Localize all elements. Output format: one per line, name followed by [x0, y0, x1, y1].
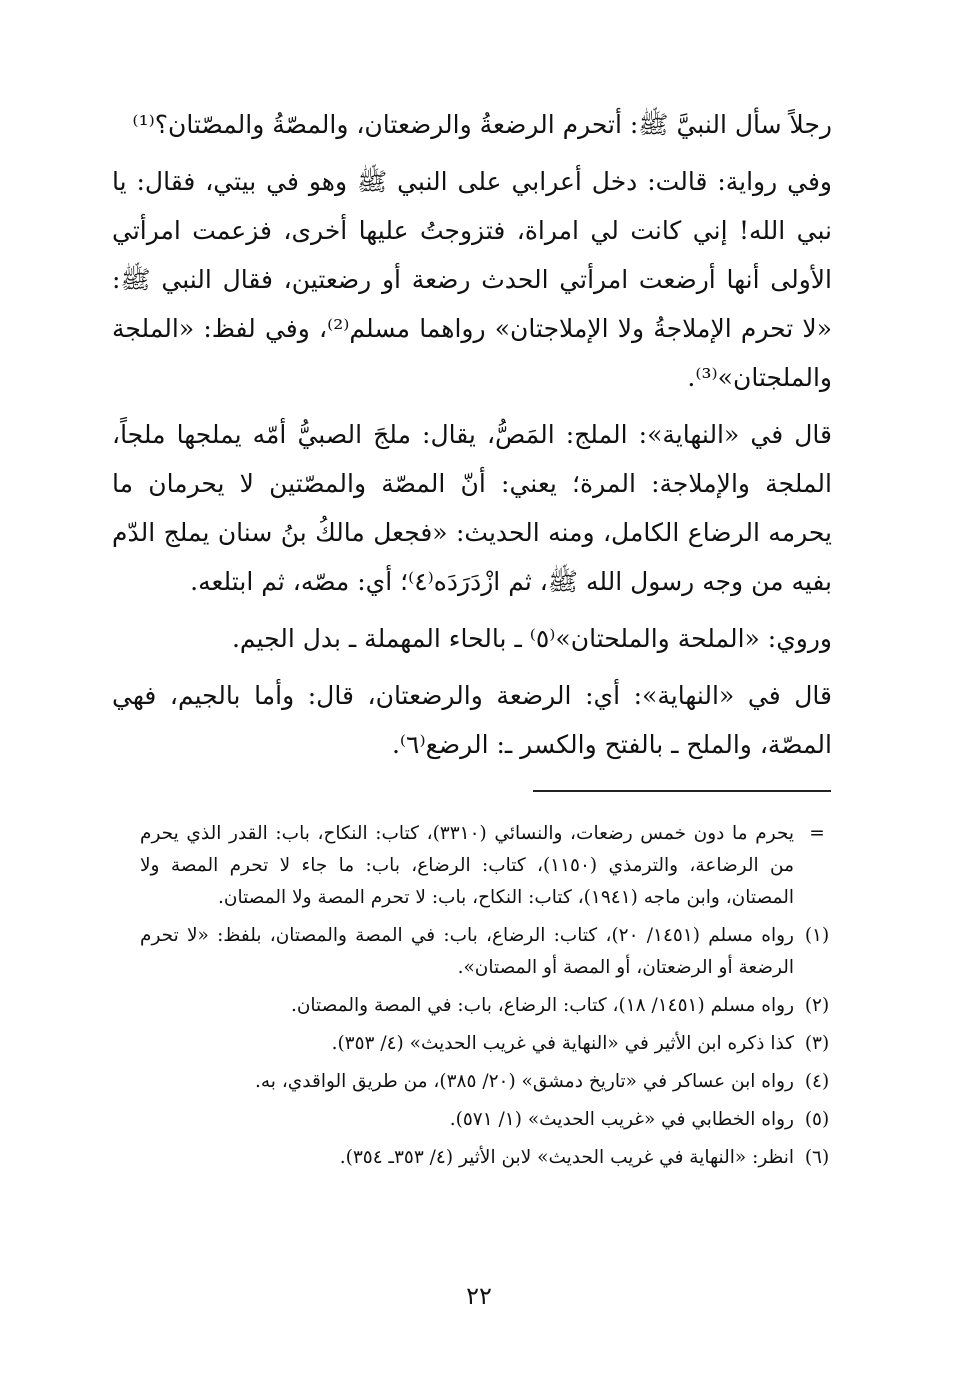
paragraph: قال في «النهاية»: أي: الرضعة والرضعتان، قال: وأما بالجيم، فهي المصّة، والملح ـ بالفتح والكسر ـ: الرضع⁽٦⁾. — [112, 681, 832, 759]
footnote-text: رواه ابن عساكر في «تاريخ دمشق» (٢٠/ ٣٨٥)، من طريق الواقدي، به. — [254, 1071, 794, 1092]
footnote — [140, 990, 840, 1022]
footnote-text: انظر: «النهاية في غريب الحديث» لابن الأثير (٤/ ٣٥٣ـ ٣٥٤). — [339, 1147, 794, 1168]
footnote-text: رواه الخطابي في «غريب الحديث» (١/ ٥٧١). — [449, 1109, 794, 1130]
footnote-continuation — [140, 818, 840, 914]
footnote — [140, 1104, 840, 1136]
paragraph: رجلاً سأل النبيَّ ﷺ: أتحرم الرضعةُ والرضعتان، والمصّةُ والمصّتان؟⁽¹⁾ — [132, 110, 832, 139]
footnote-text: كذا ذكره ابن الأثير في «النهاية في غريب الحديث» (٤/ ٣٥٣). — [331, 1033, 794, 1054]
footnote-text: رواه مسلم (١٤٥١/ ٢٠)، كتاب: الرضاع، باب: في المصة والمصتان، بلفظ: «لا تحرم الرضعة أو الرضعتان، أو المصة أو المصتان». — [140, 925, 794, 978]
footnote-marker: (١) — [804, 925, 830, 946]
footnote-marker: = — [809, 823, 825, 844]
footnote — [140, 1066, 840, 1098]
footnote — [140, 1028, 840, 1060]
footnote-marker: (٤) — [804, 1071, 830, 1092]
paragraph: وروي: «الملحة والملحتان»⁽٥⁾ ـ بالحاء المهملة ـ بدل الجيم. — [231, 624, 832, 653]
footnotes — [140, 818, 840, 1180]
footnote-text: رواه مسلم (١٤٥١/ ١٨)، كتاب: الرضاع، باب: في المصة والمصتان. — [290, 995, 794, 1016]
footnote-marker: (٢) — [804, 995, 830, 1016]
footnote — [140, 1142, 840, 1174]
page-number: ٢٢ — [466, 1282, 492, 1310]
paragraph: وفي رواية: قالت: دخل أعرابي على النبي ﷺ وهو في بيتي، فقال: يا نبي الله! إني كانت لي امراة، فتزوجتُ عليها أخرى، فزعمت امرأتي الأولى أنها أرضعت امرأتي الحدث رضعة أو رضعتين، فقال النبي ﷺ: «لا تحرم الإملاجةُ ولا الإملاجتان» رواهما مسلم⁽²⁾، وفي لفظ: «الملجة والملجتان»⁽³⁾. — [112, 167, 832, 392]
paragraph: قال في «النهاية»: الملج: المَصُّ، يقال: ملجَ الصبيُّ أمّه يملجها ملجاً، الملجة والإملاجة: المرة؛ يعني: أنّ المصّة والمصّتين لا يحرمان ما يحرمه الرضاع الكامل، ومنه الحديث: «فجعل مالكُ بنُ سنان يملج الدّم بفيه من وجه رسول الله ﷺ، ثم ازْدَرَدَه⁽٤⁾؛ أي: مصّه، ثم ابتلعه. — [112, 420, 832, 596]
footnote-divider — [533, 790, 831, 792]
footnote-marker: (٣) — [804, 1033, 830, 1054]
footnote-text: يحرم ما دون خمس رضعات، والنسائي (٣٣١٠)، كتاب: النكاح، باب: القدر الذي يحرم من الرضاعة، والترمذي (١١٥٠)، كتاب: الرضاع، باب: ما جاء لا تحرم المصة ولا المصتان، وابن ماجه (١٩٤١)، كتاب: النكاح، باب: لا تحرم المصة ولا المصتان. — [140, 823, 794, 908]
footnote-marker: (٥) — [804, 1109, 830, 1130]
main-text — [112, 100, 832, 777]
footnote-marker: (٦) — [804, 1147, 830, 1168]
footnote — [140, 920, 840, 984]
